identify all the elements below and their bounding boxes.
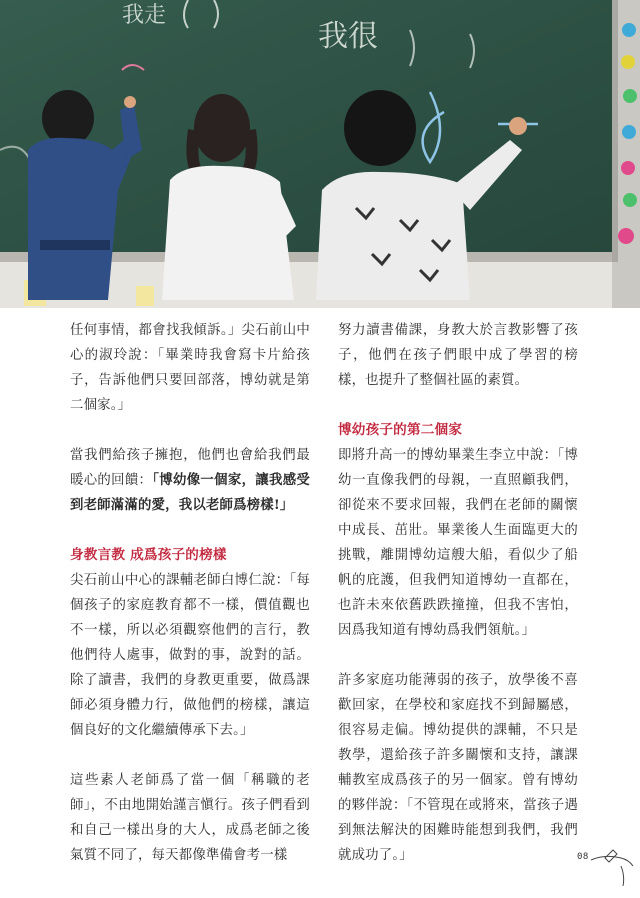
quote-highlight: 「博幼像一個家，讓我感受到老師滿滿的愛，我以老師爲榜樣!」 [70,472,311,513]
left-paragraph-4: 這些素人老師爲了當一個「稱職的老師」，不由地開始謹言愼行。孩子們看到和自己一樣出身的大人，成爲老師之後氣質不同了，每天都像準備會考一樣 [70,773,310,863]
left-paragraph-2 [70,443,310,518]
left-paragraph-1: 任何事情，都會找我傾訴。」尖石前山中心的淑玲說：「畢業時我會寫卡片給孩子，告訴他們只要回部落，博幼就是第二個家。」 [70,323,310,413]
left-column [70,318,310,893]
chalkboard-scene [0,0,640,308]
section-heading-second-home: 博幼孩子的第二個家 [338,422,463,438]
chalk-text-2: 我很 [318,19,378,54]
right-paragraph-2: 即將升高一的博幼畢業生李立中說：「博幼一直像我們的母親，一直照顧我們，卻從來不要求回報，我們在老師的關懷中成長、茁壯。畢業後人生面臨更大的挑戰，離開博幼這艘大船，看似少了船帆的庇護，但我們知道博幼一直都在，也許未來依舊跌跌撞撞，但我不害怕，因爲我知道有博幼爲我們領航。」 [338,448,578,638]
chalk-text-1: 我走 [122,3,167,28]
page-number: 08 [577,852,589,862]
right-paragraph-1: 努力讀書備課，身教大於言教影響了孩子，他們在孩子們眼中成了學習的榜樣，也提升了整個社區的素質。 [338,323,578,388]
left-paragraph-3: 尖石前山中心的課輔老師白博仁說：「每個孩子的家庭教育都不一樣，價值觀也不一樣，所以必須觀察他們的言行，教他們待人處事，做對的事，說對的話。除了讀書，我們的身教更重要，做爲課師必須身體力行，做他們的榜樣，讓這個良好的文化繼續傳承下去。」 [70,573,310,738]
right-column [338,318,578,893]
left-paragraph-2-text: 當我們給孩子擁抱，他們也會給我們最暖心的回饋： [70,448,310,488]
section-heading-role-model: 身教言教 成爲孩子的榜樣 [70,547,227,563]
right-paragraph-3: 許多家庭功能薄弱的孩子，放學後不喜歡回家，在學校和家庭找不到歸屬感，很容易走偏。博幼提供的課輔，不只是教學，還給孩子許多關懷和支持，讓課輔教室成爲孩子的另一個家。曾有博幼的夥伴說：「不管現在或將來，當孩子遇到無法解決的困難時能想到我們，我們就成功了。」 [338,673,578,863]
classroom-photo [0,0,640,308]
hand-drawing-icon [585,846,635,886]
